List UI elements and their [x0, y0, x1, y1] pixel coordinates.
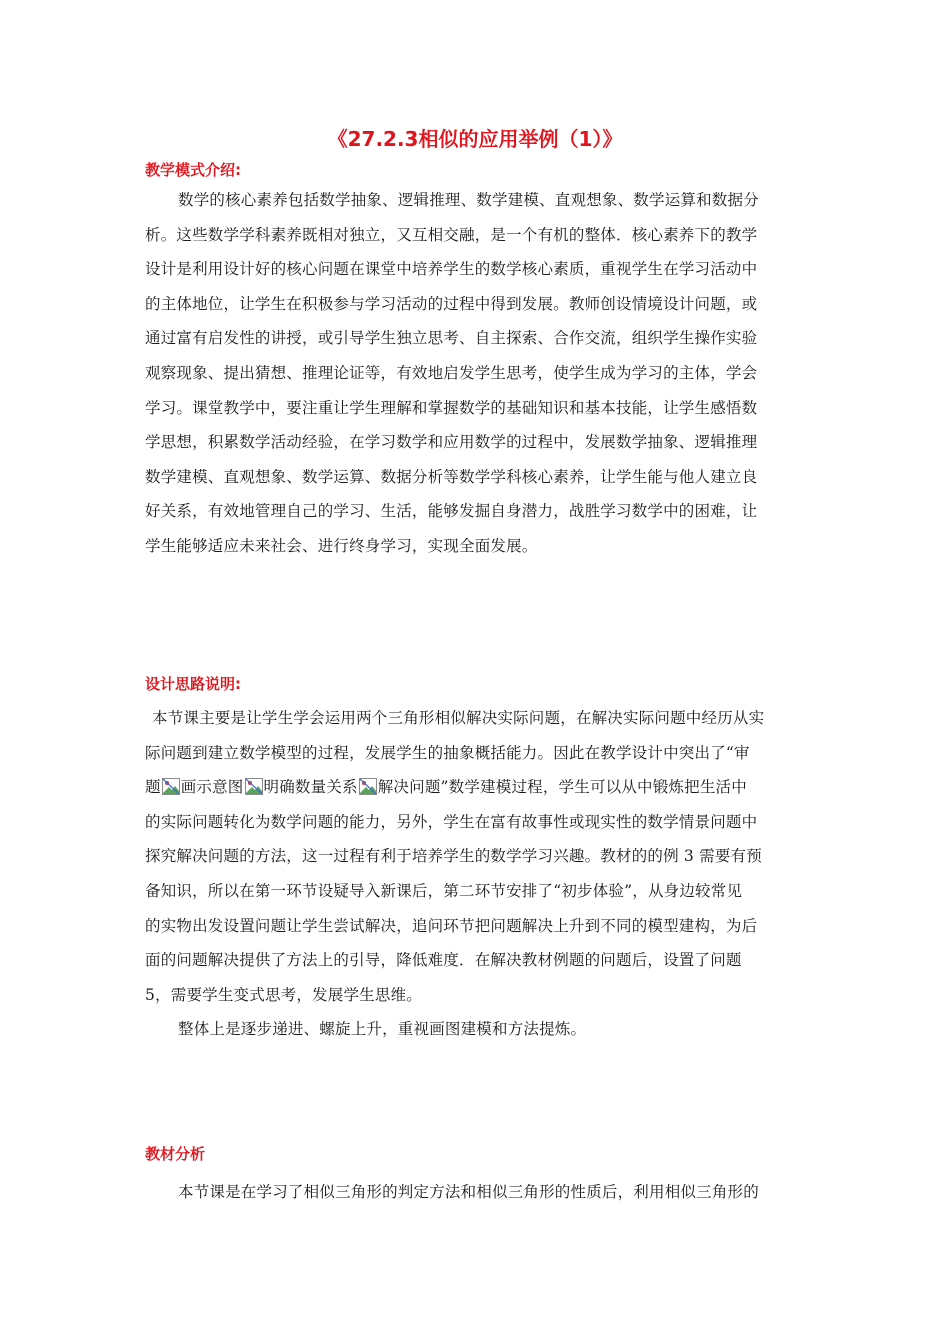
text-line: 5，需要学生变式思考，发展学生思维。 [145, 985, 422, 1004]
text-line: 好关系，有效地管理自己的学习、生活，能够发掘自身潜力，战胜学习数学中的困难，让 [145, 502, 758, 521]
broken-image-icon [245, 778, 263, 795]
text-line: 的实际问题转化为数学问题的能力，另外，学生在富有故事性或现实性的数学情景问题中 [145, 812, 758, 831]
text-segment: 题 [145, 778, 161, 797]
text-segment: 解决问题”数学建模过程，学生可以从中锻炼把生活中 [377, 778, 747, 797]
broken-image-icon [162, 778, 180, 795]
text-segment: 明确数量关系 [263, 778, 358, 797]
text-line: 本节课主要是让学生学会运用两个三角形相似解决实际问题，在解决实际问题中经历从实 [152, 709, 765, 727]
broken-image-icon [359, 778, 377, 795]
text-line: 观察现象、提出猜想、推理论证等，有效地启发学生思考，使学生成为学习的主体，学会 [145, 363, 758, 382]
text-line: 析。这些数学学科素养既相对独立，又互相交融，是一个有机的整体．核心素养下的教学 [145, 225, 758, 244]
text-line: 探究解决问题的方法，这一过程有利于培养学生的数学学习兴趣。教材的的例 3 需要有预 [145, 847, 762, 866]
text-line: 备知识，所以在第一环节设疑导入新课后，第二环节安排了“初步体验”，从身边较常见 [145, 881, 743, 900]
text-line: 学生能够适应未来社会、进行终身学习，实现全面发展。 [145, 536, 538, 555]
text-line: 学习。课堂教学中，要注重让学生理解和掌握数学的基础知识和基本技能，让学生感悟数 [145, 398, 758, 417]
text-line: 的主体地位，让学生在积极参与学习活动的过程中得到发展。教师创设情境设计问题，或 [145, 294, 758, 313]
text-line: 通过富有启发性的讲授，或引导学生独立思考、自主探索、合作交流，组织学生操作实验 [145, 329, 758, 348]
text-line: 设计是利用设计好的核心问题在课堂中培养学生的数学核心素质，重视学生在学习活动中 [145, 260, 758, 279]
text-line-with-icons [145, 770, 764, 805]
section-heading-teaching-mode: 教学模式介绍: [145, 161, 241, 179]
section-heading-textbook-analysis: 教材分析 [145, 1145, 206, 1163]
text-line: 面的问题解决提供了方法上的引导，降低难度．在解决教材例题的问题后，设置了问题 [145, 951, 742, 970]
paragraph-textbook-analysis [145, 1175, 759, 1210]
text-line: 整体上是逐步递进、螺旋上升，重视画图建模和方法提炼。 [178, 1020, 587, 1039]
text-line: 的实物出发设置问题让学生尝试解决，追问环节把问题解决上升到不同的模型建构，为后 [145, 916, 758, 935]
page-title: 《27.2.3相似的应用举例（1）》 [327, 127, 623, 151]
section-heading-design-idea: 设计思路说明: [145, 675, 241, 693]
paragraph-teaching-mode [145, 183, 759, 564]
text-segment: 画示意图 [180, 778, 244, 797]
text-line: 本节课是在学习了相似三角形的判定方法和相似三角形的性质后，利用相似三角形的 [178, 1183, 759, 1201]
text-line: 数学的核心素养包括数学抽象、逻辑推理、数学建模、直观想象、数学运算和数据分 [178, 191, 759, 209]
text-line: 数学建模、直观想象、数学运算、数据分析等数学学科核心素养，让学生能与他人建立良 [145, 467, 758, 486]
paragraph-design-idea [145, 701, 764, 1047]
text-line: 学思想，积累数学活动经验，在学习数学和应用数学的过程中，发展数学抽象、逻辑推理 [145, 433, 758, 452]
text-line: 际问题到建立数学模型的过程，发展学生的抽象概括能力。因此在教学设计中突出了“审 [145, 743, 750, 762]
